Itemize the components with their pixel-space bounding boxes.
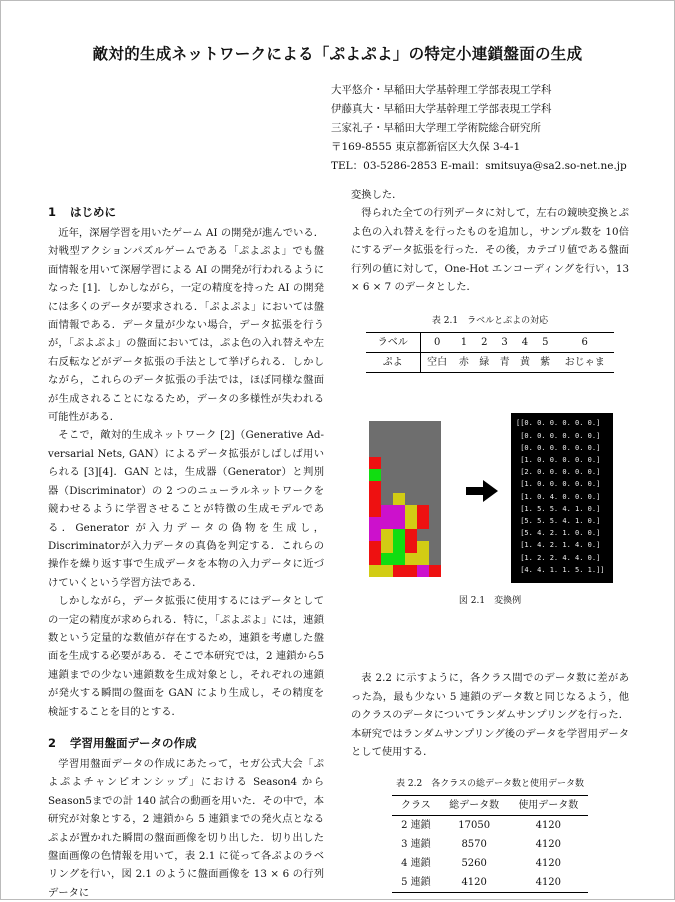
board-cell	[393, 553, 405, 565]
table-cell: 17050	[458, 819, 491, 831]
board-cell	[393, 469, 405, 481]
board-cell	[369, 505, 381, 517]
board-cell	[381, 481, 393, 493]
paragraph: 得られた全ての行列データに対して，左右の鏡映変換とぷよ色の入れ替えを行ったものを追加し，サンプル数を 10倍にするデータ拡張を行った．その後，カテゴリ値である盤面行列の値に対して，One-Hot エンコーディングを行い，13 × 6 × 7 のデータとした．	[351, 207, 629, 294]
board-cell	[405, 505, 417, 517]
left-column	[48, 200, 324, 902]
board-cell	[381, 445, 393, 457]
table-row	[392, 854, 588, 873]
board-cell	[429, 445, 441, 457]
table-cell: 紫	[540, 356, 551, 368]
board-cell	[429, 493, 441, 505]
paragraph: 学習用盤面データの作成にあたって，セガ公式大会「ぷよぷよチャンピオンシップ」における Season4 から Season5までの計 140 試合の動画を用いた．その中で，本研究が対象とする，2 連鎖から 5 連鎖までの発火点となるぷよが置かれた瞬間の盤面画像を切り出した．切り出した盤面画像の色情報を用いて，表 2.1 に従って各ぷよのラベリングを行い，図 2.1 のように盤面画像を 13 × 6 の行列データに	[48, 757, 324, 899]
figure-2-1	[351, 409, 629, 609]
board-cell	[393, 529, 405, 541]
board-cell	[429, 565, 441, 577]
board-cell	[381, 457, 393, 469]
board-cell	[405, 517, 417, 529]
board-cell	[393, 421, 405, 433]
paragraph: 表 2.2 に示すように，各クラス間でのデータ数に差があった為，最も少ない 5 連鎖のデータ数と同じなるよう，他のクラスのデータについてランダムサンプリングを行った．本研究ではランダムサンプリング後のデータを学習用データとして使用する．	[351, 672, 629, 759]
table-cell: 0	[420, 333, 454, 353]
board-cell	[369, 565, 381, 577]
table-cell: 赤	[458, 356, 469, 368]
board-cell	[429, 541, 441, 553]
paragraph: しかしながら，データ拡張に使用するにはデータとしての一定の精度が求められる．特に，「ぷよぷよ」には，連鎖数という定量的な数値が存在するため，連鎖を考慮した盤面を生成する必要がある．そこで本研究では，2 連鎖から5 連鎖までの少ない連鎖数を生成対象とし，それぞれの連鎖が発火する瞬間の盤面を GAN により生成し，その精度を検証することを目的とする．	[48, 595, 324, 718]
board-cell	[405, 457, 417, 469]
board-cell	[417, 505, 429, 517]
board-cell	[417, 529, 429, 541]
table-cell: 4	[515, 333, 535, 353]
table-cell: 4120	[461, 876, 487, 888]
board-cell	[405, 493, 417, 505]
table-cell: 2 連鎖	[401, 819, 431, 831]
board-cell	[369, 433, 381, 445]
board-cell	[393, 493, 405, 505]
section-heading-1: 1 はじめに	[48, 205, 116, 219]
board-cell	[381, 469, 393, 481]
board-cell	[369, 445, 381, 457]
table-cell: 3 連鎖	[401, 838, 431, 850]
board-cell	[405, 529, 417, 541]
board-cell	[381, 517, 393, 529]
column-header: クラス	[392, 796, 440, 816]
table-row	[392, 835, 588, 854]
table-cell: 4120	[535, 876, 562, 888]
paragraph: 近年，深層学習を用いたゲーム AI の開発が進んでいる．対戦型アクションパズルゲームである「ぷよぷよ」でも盤面情報を用いて深層学習による AI の開発が行われるようになった [1]．しかしながら，一定の精度を持った AI の開発には多くのデータが要求される．「ぷよぷよ」においては盤面情報である．データ量が少ない場合，データ拡張を行うが，「ぷよぷよ」の盤面においては，ぷよ色の入れ替えや左右反転などがデータ拡張の手法として挙げられる．しかしながら，これらのデータ拡張の手法では，ほぼ同様な盤面が生成されることになるため，データの多様性が失われる可能性がある．	[48, 227, 324, 424]
board-cell	[405, 553, 417, 565]
board-cell	[417, 421, 429, 433]
board-cell	[429, 457, 441, 469]
board-cell	[369, 481, 381, 493]
board-cell	[405, 565, 417, 577]
row-header: ぷよ	[366, 353, 420, 373]
board-cell	[417, 565, 429, 577]
board-cell	[393, 433, 405, 445]
board-cell	[369, 469, 381, 481]
board-cell	[369, 457, 381, 469]
table-cell: おじゃま	[564, 356, 605, 368]
board-cell	[405, 469, 417, 481]
table-row	[366, 333, 614, 353]
table-2-1	[366, 332, 614, 373]
author-line: 三家礼子・早稲田大学理工学術院総合研究所	[331, 122, 541, 134]
board-cell	[381, 565, 393, 577]
right-arrow-icon	[466, 480, 498, 502]
table-cell: 空白	[427, 356, 448, 368]
figure-2-1-caption: 図 2.1 変換例	[458, 596, 522, 607]
board-cell	[393, 445, 405, 457]
table-row	[392, 816, 588, 836]
board-cell	[417, 457, 429, 469]
board-cell	[369, 541, 381, 553]
table-cell: 青	[499, 356, 510, 368]
board-cell	[405, 541, 417, 553]
paragraph: そこで，敵対的生成ネットワーク [2]（Generative Ad-versarial Nets, GAN）によるデータ拡張がしばしば用いられる [3][4]．GAN とは，生成器（Generator）と判別器（Discriminator）の 2 つのニューラルネットワークを競わせるように学習させることが特徴の生成モデルである．Generator が入力データの偽物を生成し，Discriminatorが入力データの真偽を判定する．これらの操作を繰り返す事で生成データを本物の入力データに近づけていくという学習方法である．	[48, 429, 324, 589]
table-row	[392, 873, 588, 893]
board-cell	[393, 481, 405, 493]
table-cell: 4120	[535, 857, 562, 869]
board-cell	[381, 505, 393, 517]
board-cell	[393, 541, 405, 553]
table-row	[366, 353, 614, 373]
board-cell	[369, 493, 381, 505]
board-cell	[381, 553, 393, 565]
board-cell	[369, 517, 381, 529]
board-cell	[405, 481, 417, 493]
table-cell: 6	[555, 333, 614, 353]
table-cell: 1	[454, 333, 474, 353]
board-cell	[381, 541, 393, 553]
board-cell	[429, 481, 441, 493]
table-cell: 5 連鎖	[401, 876, 431, 888]
board-cell	[429, 505, 441, 517]
puyo-board-image	[369, 421, 441, 577]
board-cell	[405, 433, 417, 445]
contact-line: TEL：03-5286-2853 E-mail：smitsuya@sa2.so-net.ne.jp	[331, 160, 627, 172]
board-cell	[405, 421, 417, 433]
table-cell: 8570	[461, 838, 487, 850]
column-header: 使用データ数	[509, 796, 588, 816]
table-2-2-caption: 表 2.2 各クラスの総データ数と使用データ数	[396, 779, 584, 790]
author-line: 大平悠介・早稲田大学基幹理工学部表現工学科	[331, 84, 552, 96]
right-column	[351, 186, 629, 893]
column-header: 総データ数	[440, 796, 509, 816]
paper-title: 敵対的生成ネットワークによる「ぷよぷよ」の特定小連鎖盤面の生成	[92, 45, 583, 63]
author-block	[331, 81, 651, 176]
board-cell	[381, 529, 393, 541]
table-2-2	[392, 795, 588, 893]
board-cell	[405, 445, 417, 457]
board-cell	[429, 469, 441, 481]
board-cell	[369, 529, 381, 541]
table-cell: 黄	[519, 356, 530, 368]
board-cell	[381, 433, 393, 445]
table-cell: 5260	[461, 857, 487, 869]
board-cell	[393, 565, 405, 577]
table-cell: 4120	[535, 819, 562, 831]
board-cell	[429, 553, 441, 565]
author-line: 伊藤真大・早稲田大学基幹理工学部表現工学科	[331, 103, 552, 115]
matrix-output: [[0. 0. 0. 0. 0. 0.] [0. 0. 0. 0. 0. 0.] [0. 0. 0. 0. 0. 0.] [1. 0. 0. 0. 0. 0.] [2. 0. 0. 0. 0. 0.] [1. 0. 0. 0. 0. 0.] [1. 0. 4. 0. 0. 0.] [1. 5. 5. 4. 1. 0.] [5. 5. 5. 4. 1. 0.] [5. 4. 2. 1. 0. 0.] [1. 4. 2. 1. 4. 0.] [1. 2. 2. 4. 4. 0.] [4. 4. 1. 1. 5. 1.]]	[511, 413, 613, 583]
table-header-row	[392, 796, 588, 816]
table-cell: 5	[535, 333, 555, 353]
table-cell: 緑	[479, 356, 490, 368]
board-cell	[381, 421, 393, 433]
board-cell	[417, 541, 429, 553]
board-cell	[417, 553, 429, 565]
board-cell	[417, 481, 429, 493]
section-heading-2: 2 学習用盤面データの作成	[48, 735, 197, 750]
board-cell	[417, 493, 429, 505]
board-cell	[393, 457, 405, 469]
board-cell	[429, 517, 441, 529]
board-cell	[417, 433, 429, 445]
table-cell: 4120	[535, 838, 562, 850]
paragraph-continuation: 変換した．	[351, 189, 403, 201]
board-cell	[429, 433, 441, 445]
table-cell: 4 連鎖	[401, 857, 431, 869]
table-cell: 3	[494, 333, 514, 353]
board-cell	[369, 553, 381, 565]
board-cell	[393, 517, 405, 529]
board-cell	[429, 421, 441, 433]
row-header: ラベル	[366, 333, 420, 353]
board-cell	[417, 445, 429, 457]
board-cell	[417, 469, 429, 481]
board-cell	[429, 529, 441, 541]
address-line: 〒169-8555 東京都新宿区大久保 3-4-1	[331, 141, 521, 153]
board-cell	[393, 505, 405, 517]
board-cell	[381, 493, 393, 505]
table-cell: 2	[474, 333, 494, 353]
table-2-1-caption: 表 2.1 ラベルとぷよの対応	[431, 316, 549, 327]
board-cell	[417, 517, 429, 529]
board-cell	[369, 421, 381, 433]
